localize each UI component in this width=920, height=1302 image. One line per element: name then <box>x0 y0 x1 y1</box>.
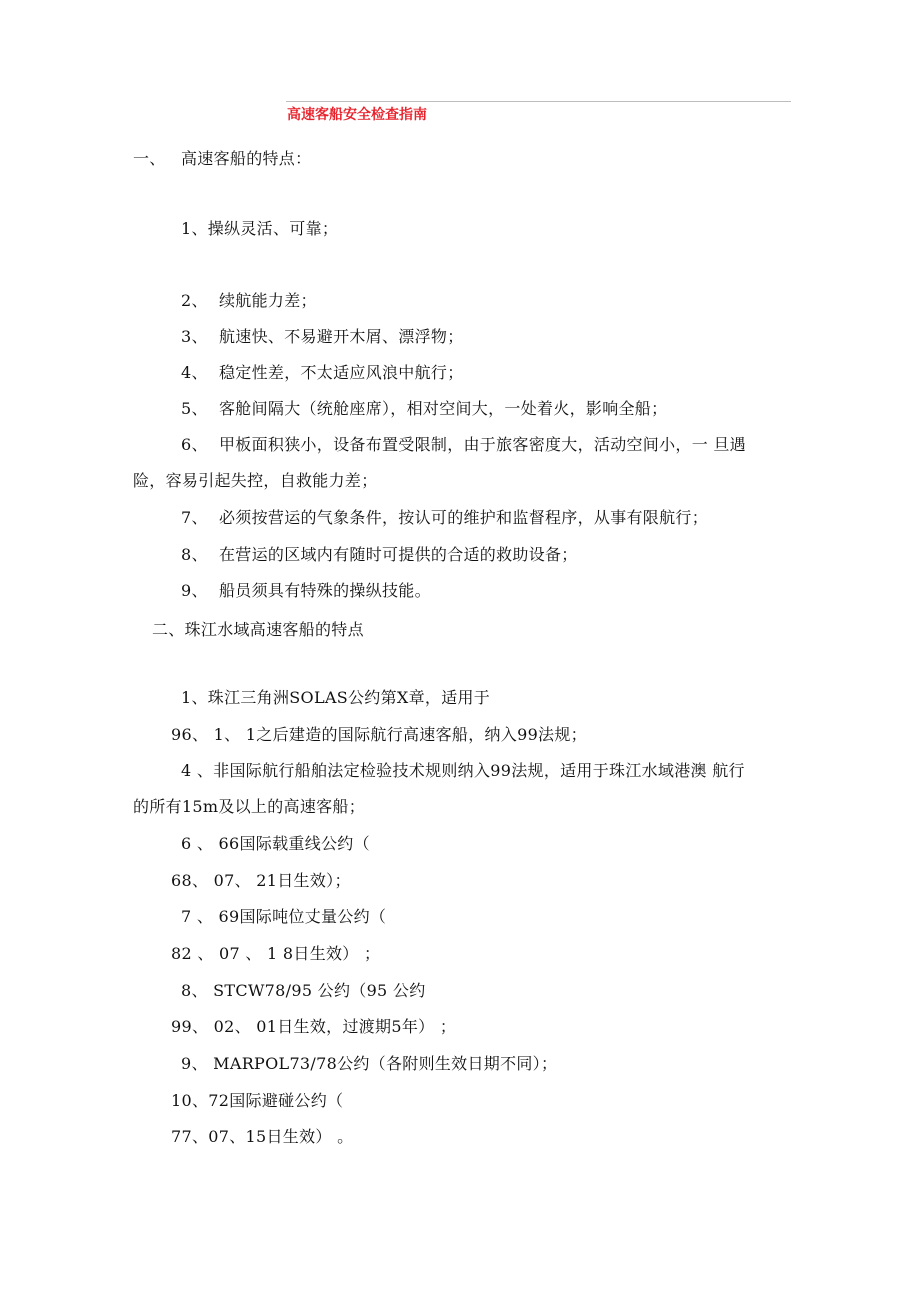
document-title: 高速客船安全检查指南 <box>287 107 427 123</box>
header-rule <box>286 101 791 102</box>
list-item: 99、 02、 01日生效，过渡期5年） ； <box>171 1017 457 1036</box>
item-text: 稳定性差，不太适应风浪中航行； <box>219 363 464 382</box>
item-text: 船员须具有特殊的操纵技能。 <box>219 581 431 600</box>
list-item <box>181 290 317 312</box>
list-item: 82 、 07 、 1 8日生效） ； <box>171 944 381 963</box>
list-item: 8、 STCW78/95 公约（95 公约 <box>181 981 426 1000</box>
item-text: 续航能力差； <box>219 291 317 310</box>
section1-heading <box>133 148 311 170</box>
list-item: 4 、非国际航行船舶法定检验技术规则纳入99法规，适用于珠江水域港澳 航行 <box>181 761 745 780</box>
list-item: 10、72国际避碰公约（ <box>171 1091 344 1110</box>
item-text: 甲板面积狭小，设备布置受限制，由于旅客密度大，活动空间小，一 旦遇 <box>219 435 746 454</box>
list-item: 77、07、15日生效） 。 <box>171 1127 354 1146</box>
list-item: 68、 07、 21日生效）； <box>171 871 351 890</box>
item-num: 8、 <box>181 545 208 564</box>
item-text: 在营运的区域内有随时可提供的合适的救助设备； <box>219 545 578 564</box>
item-num: 7、 <box>181 508 208 527</box>
list-item <box>181 326 464 348</box>
list-item: 6 、 66国际载重线公约（ <box>181 834 370 853</box>
list-item <box>181 218 338 240</box>
item-num: 6、 <box>181 435 208 454</box>
list-item: 96、 1、 1之后建造的国际航行高速客船，纳入99法规； <box>171 725 587 744</box>
item-num: 3、 <box>181 327 208 346</box>
list-item <box>181 434 746 456</box>
item-num: 2、 <box>181 291 208 310</box>
list-item: 9、 MARPOL73/78公约（各附则生效日期不同）； <box>181 1054 558 1073</box>
list-item <box>181 580 431 602</box>
item-text: 航速快、不易避开木屑、漂浮物； <box>219 327 464 346</box>
list-item <box>181 362 464 384</box>
section1-heading-text: 高速客船的特点： <box>181 149 312 168</box>
item-num: 9、 <box>181 581 208 600</box>
list-item-continuation: 险，容易引起失控，自救能力差； <box>133 471 378 490</box>
list-item <box>181 398 667 420</box>
list-item: 7 、 69国际吨位丈量公约（ <box>181 907 387 926</box>
list-item-continuation: 的所有15m及以上的高速客船； <box>133 797 366 816</box>
item-text: 客舱间隔大（统舱座席），相对空间大，一处着火，影响全船； <box>219 399 668 418</box>
list-item <box>181 507 708 529</box>
item-num: 4、 <box>181 363 208 382</box>
list-item <box>181 544 578 566</box>
item-num: 5、 <box>181 399 208 418</box>
list-item: 1、珠江三角洲SOLAS公约第X章，适用于 <box>181 688 491 707</box>
item-text: 必须按营运的气象条件，按认可的维护和监督程序，从事有限航行； <box>219 508 709 527</box>
section2-heading: 二、珠江水域高速客船的特点 <box>152 620 364 639</box>
section1-heading-num: 一、 <box>133 149 166 168</box>
item-text: 操纵灵活、可靠； <box>207 219 339 238</box>
item-num: 1、 <box>181 219 208 238</box>
